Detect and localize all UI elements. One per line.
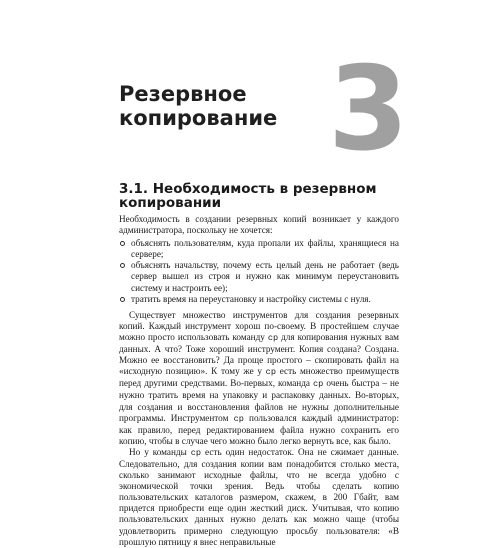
list-item [119, 294, 399, 305]
section-title: 3.1. Необходимость в резервном копировании [119, 181, 377, 211]
list-item-text: объяснять пользователям, куда пропали их файлы, хранящиеся на сервере; [131, 238, 399, 260]
circle-bullet-icon [120, 241, 125, 246]
chapter-title: Резервное копирование [119, 82, 278, 130]
text-run: есть множество преимуществ перед другими средствами. Во-первых, команда [119, 366, 399, 389]
command-cp: cp [313, 379, 324, 390]
text-run: очень быстра – не нужно тратить время на упаковку и распаковку данных. Во-вторых, для создания и восстановления файлов не нужны дополнительные программы. Инструментом [119, 378, 399, 423]
text-run: пользовался каждый администратор: как правило, перед редактированием файла нужно сохранить его копию, чтобы в случае чего можно было легко вернуть все, как было. [119, 412, 400, 446]
circle-bullet-icon [120, 297, 125, 302]
text-run: Но у команды [129, 446, 191, 457]
command-cp: cp [267, 332, 279, 343]
list-item [119, 238, 399, 260]
bullet-list [119, 238, 399, 305]
text-run: для копирования нужных вам данных. А что? Тоже хороший инструмент. Копия создана? Создана. Можно ее восстановить? Да проще простого – скопировать файл на «исходную позицию». К тому же у [119, 331, 399, 377]
list-item-text: объяснять начальству, почему есть целый день не работает (ведь сервер вышел из строя и нужно как минимум переустановить систему и настроить ее); [131, 260, 399, 293]
circle-bullet-icon [120, 263, 125, 268]
command-cp: cp [233, 413, 244, 424]
command-cp: cp [190, 447, 202, 458]
paragraph-drawback [119, 447, 399, 548]
list-item [119, 260, 399, 293]
chapter-number: 3 [328, 42, 409, 177]
list-item-text: тратить время на переустановку и настройку системы с нуля. [131, 293, 371, 304]
intro-paragraph: Необходимость в создании резервных копий возникает у каждого администратора, поскольку не хочется: [119, 214, 399, 236]
text-run: есть один недостаток. Она не сжимает данные. Следовательно, для создания копии вам понадобится столько места, сколько занимают исходные файлы, что не всегда удобно с экономической точки зрения. Ведь чтобы сделать копию пользовательских каталогов размером, скажем, в 200 Гбайт, вам придется приобрести еще один жесткий диск. Учитывая, что копию пользовательских данных нужно делать как можно чаще (чтобы удовлетворить примерно следующую просьбу пользователя: «В прошлую пятницу я внес неправильные [119, 446, 399, 547]
paragraph-tools [119, 310, 399, 447]
text-run: Существует множество инструментов для создания резервных копий. Каждый инструмент хорош по-своему. В простейшем случае можно просто использовать команду [119, 309, 399, 342]
command-cp: cp [265, 367, 276, 378]
body-text [119, 214, 399, 548]
